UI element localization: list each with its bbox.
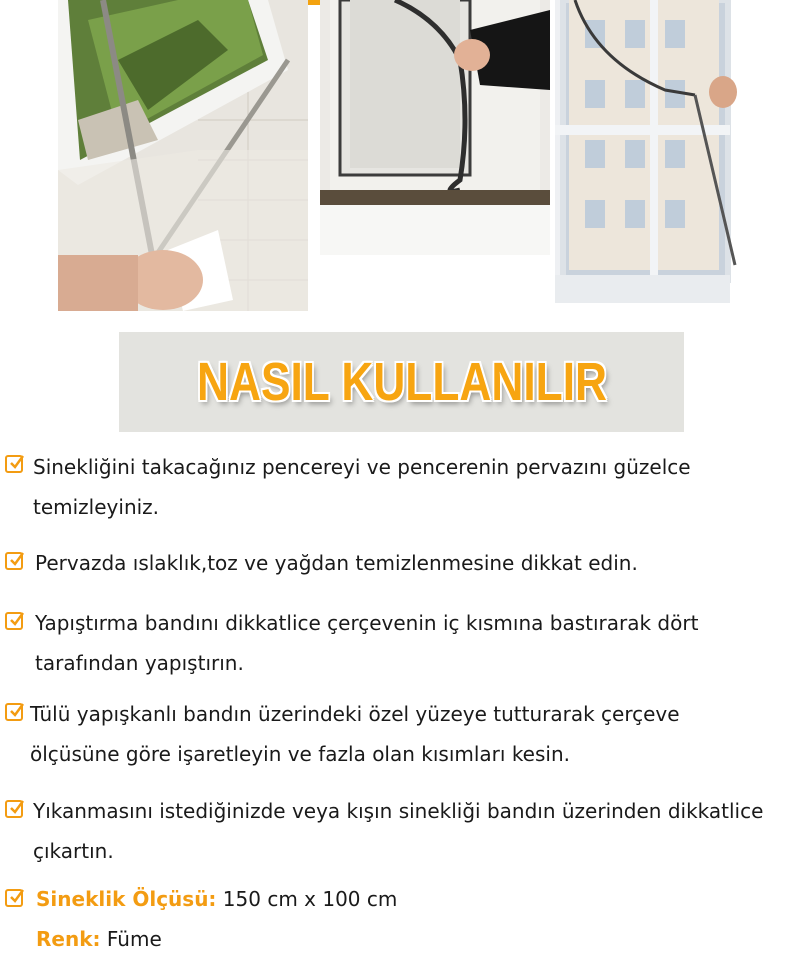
- photo-window-install: [58, 0, 308, 311]
- step-3-line-2: tarafından yapıştırın.: [35, 651, 244, 675]
- how-to-use-banner: [119, 332, 684, 432]
- checkbox-checked-icon: [5, 612, 23, 630]
- checkbox-checked-icon: [5, 455, 23, 473]
- step-4-text: [30, 694, 680, 774]
- step-2-line-1: Pervazda ıslaklık,toz ve yağdan temizlenmesine dikkat edin.: [35, 551, 638, 575]
- step-1-line-2: temizleyiniz.: [33, 495, 160, 519]
- spec-size-label: Sineklik Ölçüsü:: [36, 887, 217, 911]
- step-4-line-1: Tülü yapışkanlı bandın üzerindeki özel yüzeye tutturarak çerçeve: [30, 702, 680, 726]
- step-3-text: [35, 603, 698, 683]
- spec-color: [36, 919, 162, 959]
- spec-color-value: Füme: [106, 927, 162, 951]
- spec-color-label: Renk:: [36, 927, 101, 951]
- spec-size-value: 150 cm x 100 cm: [222, 887, 398, 911]
- product-photo-strip: [0, 0, 800, 315]
- step-2-text: [35, 543, 638, 583]
- banner-title: NASIL KULLANILIR: [196, 352, 607, 412]
- checkbox-checked-icon: [5, 800, 23, 818]
- spec-size: [36, 879, 397, 919]
- step-5-line-1: Yıkanmasını istediğinizde veya kışın sinekliği bandın üzerinden dikkatlice: [33, 799, 764, 823]
- checkbox-checked-icon: [5, 889, 23, 907]
- step-5-text: [33, 791, 763, 871]
- photo-screen-attach: [320, 0, 550, 255]
- photo-finished-window: [555, 0, 740, 303]
- step-1-text: [33, 447, 691, 527]
- step-4-line-2: ölçüsüne göre işaretleyin ve fazla olan kısımları kesin.: [30, 742, 570, 766]
- step-3-line-1: Yapıştırma bandını dikkatlice çerçevenin iç kısmına bastırarak dört: [35, 611, 699, 635]
- step-1-line-1: Sinekliğini takacağınız pencereyi ve pencerenin pervazını güzelce: [33, 455, 691, 479]
- step-5-line-2: çıkartın.: [33, 839, 114, 863]
- checkbox-checked-icon: [5, 552, 23, 570]
- checkbox-checked-icon: [5, 703, 23, 721]
